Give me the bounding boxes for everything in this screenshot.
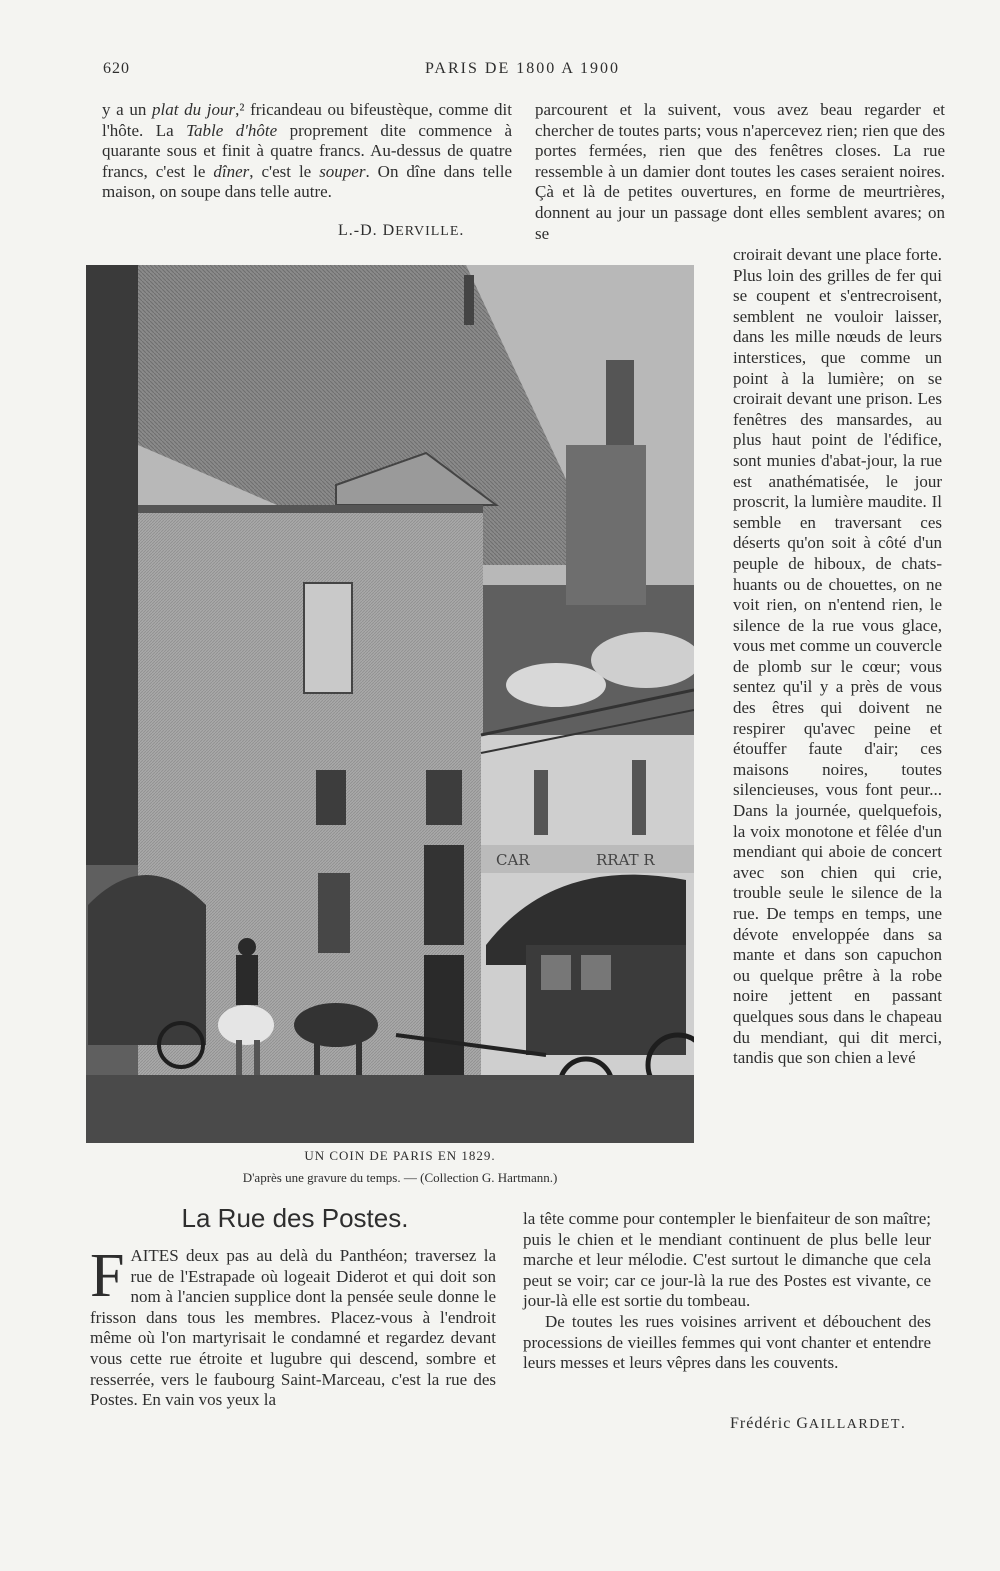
paragraph: De toutes les rues voisines arrivent et débouchent des processions de vieilles femmes qui vont chanter et entendre leurs messes et leurs vêpres dans les couvents. [523,1311,931,1373]
article-text-right-bottom [523,1209,931,1374]
text-segment: proprement dite commence à quarante sous et finit à quatre francs. Au-dessus de quatre francs, c'est le [102,120,512,181]
left-carriage [88,875,206,1045]
figure-caption-source: D'après une gravure du temps. — (Collection G. Hartmann.) [242,1170,558,1185]
article-title: La Rue des Postes. [181,1203,409,1233]
rider [236,955,258,1005]
text-segment: plat du jour [152,100,236,119]
paragraph: parcourent et la suivent, vous avez beau regarder et chercher de toutes parts; vous n'apercevez rien; rien que des portes fermées, rien que des fenêtres closes. La rue ressemble à un damier dont toutes les cases seraient noires. Çà et là de petites ouvertures, en forme de meurtrières, donnent au jour un passage dont elles semblent avares; on se [535,100,945,243]
paragraph: la tête comme pour contempler le bienfaiteur de son maître; puis le chien et le mendiant continuent de plus belle leur marche et leur mélodie. C'est surtout le dimanche que cela peut se voir; car ce jour-là la rue des Postes est vivante, ce jour-là elle est sortie du tombeau. [523,1209,931,1311]
text-segment: Table d'hôte [186,120,278,140]
first-word: AITES [130,1246,179,1265]
chimney [606,360,634,455]
page-number: 620 [103,60,130,77]
tree-trunk [86,265,138,865]
paragraph: deux pas au delà du Panthéon; traversez la rue de l'Estrapade où logeait Diderot et qui doit son nom à l'ancien supplice dont la pensée seule donne le frisson dans tous les membres. Placez-vous à l'endroit même où l'on martyrisait le condamné et regardez devant vous cette rue étroite et lugubre qui descend, sombre et resserrée, vers le faubourg Saint-Marceau, c'est la rue des Postes. En vain vos yeux la [90,1246,496,1410]
signature-initial: G [796,1415,809,1432]
signature-first: Frédéric [730,1415,797,1432]
text-segment: , c'est le [249,161,320,181]
article-text-right-narrow [733,245,942,1069]
previous-article-text [102,100,512,203]
text-segment: dîner [213,161,250,181]
signature-prefix: L.-D. [338,222,383,239]
signature-initial: D [382,222,396,239]
paragraph: croirait devant une place forte. Plus loin des grilles de fer qui se coupent et s'entrecroisent, semblent ne vouloir laisser, dans les mille nœuds de leurs interstices, que comme un point à la lumière; on se croirait devant une prison. Les fenêtres des mansardes, au plus haut point de l'édifice, sont munies d'abat-jour, la rue est anathématisée, le jour proscrit, la lumière maudite. Il semble en traversant ces déserts qu'on soit à côté d'un peuple de hiboux, de chats-huants ou de chouettes, on ne voit rien, on n'entend rien, le silence de la rue vous glace, vous met comme un couvercle de plomb sur le cœur; vous sentez qu'il y a près de vous des êtres qui doivent ne respirer qu'avec peine et étouffer faute d'air; ces maisons noires, toutes silencieuses, vous font peur... Dans la journée, quelquefois, la voix monotone et fêlée d'un mendiant qui aboie de concert avec son chien qui crie, trouble seule le silence de la rue. De temps en temps, une dévote enveloppée dans sa mante et dans son capuchon ou quelque prêtre à la robe noire jettent en passant quelques sous dans le chapeau du mendiant, qui dit merci, tandis que son chien a levé [733,245,942,1068]
shop-sign-2: RRAT R [596,851,655,869]
article-signature [730,1415,906,1433]
shop-sign: CAR [496,851,530,869]
text-segment: y a un [102,100,152,119]
article-text-left [90,1242,496,1411]
text-segment: . On dîne dans telle maison, on soupe dans telle autre. [102,161,513,202]
previous-article-signature [338,222,464,240]
dark-horse [294,1003,378,1047]
signature-suffix: . [900,1415,906,1432]
engraving-illustration [86,265,694,1143]
signature-suffix: . [459,222,465,239]
running-title: PARIS DE 1800 A 1900 [425,60,620,77]
signature-rest: ERVILLE [395,224,460,239]
figure-caption-title: UN COIN DE PARIS EN 1829. [304,1148,496,1163]
text-segment: souper [319,161,366,181]
ground [86,1075,694,1143]
white-horse [218,1005,274,1045]
drop-cap: F [90,1242,125,1310]
article-text-right-top [535,100,945,244]
text-segment: ,² fricandeau ou bifeustèque, comme dit l'hôte. La [102,100,513,140]
signature-rest: AILLARDET [808,1417,901,1432]
